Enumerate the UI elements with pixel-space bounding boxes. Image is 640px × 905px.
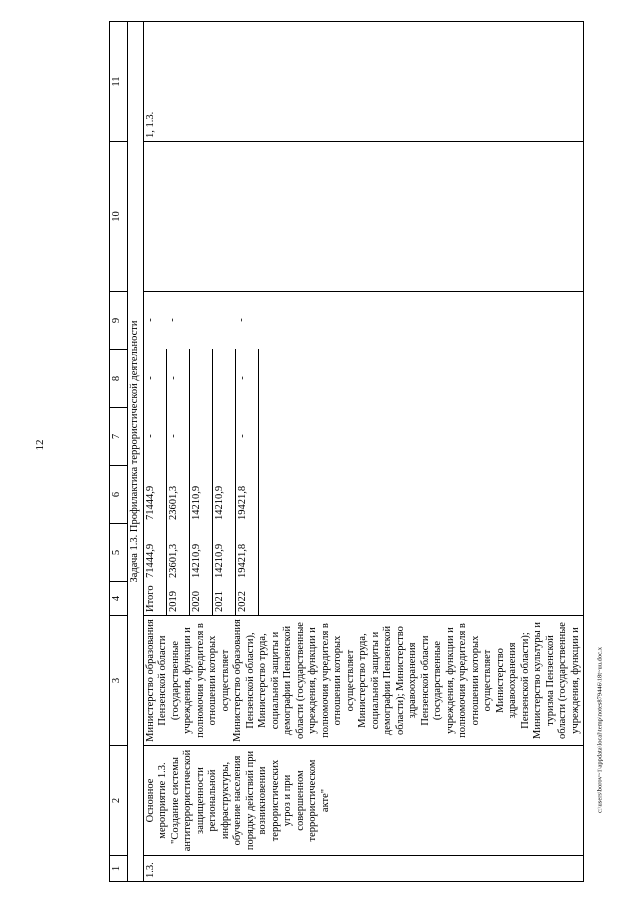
col-header: 2	[110, 746, 128, 856]
task-title: Задача 1.3. Профилактика террористической деятельности	[128, 22, 144, 882]
row-number: 1.3.	[143, 856, 584, 882]
other-cell: -	[144, 318, 156, 322]
col-header: 1	[110, 856, 128, 882]
col-header: 11	[110, 22, 128, 142]
year-cell: 2020	[189, 581, 212, 615]
local-cell	[212, 349, 235, 407]
other-cell	[212, 291, 235, 349]
federal-cell: -	[235, 407, 258, 465]
task-row	[128, 22, 144, 882]
program-table	[109, 21, 584, 882]
total-cell: 14210,9	[212, 523, 235, 581]
other-cell	[189, 291, 212, 349]
year-row-2021	[212, 291, 235, 615]
column-number-row	[110, 22, 128, 882]
page-number: 12	[34, 439, 46, 451]
col-header: 10	[110, 142, 128, 292]
federal-cell: -	[144, 407, 167, 465]
year-cell: Итого	[144, 581, 167, 615]
measure-name: Основное мероприятие 1.3. "Создание системы антитеррористической защищенности региональной инфраструктуры, обучение населения порядку действий при возникновении террористических угроз и при совершенном террористическом акте"	[143, 746, 584, 856]
federal-cell	[189, 407, 212, 465]
local-cell: -	[166, 349, 189, 407]
total-cell: 19421,8	[235, 523, 258, 581]
year-row-total	[144, 291, 167, 615]
footer-file-path: c:\users\borov~1\appdata\local\temp\notes879446\18t~uu.doc.x	[596, 647, 604, 813]
col-header: 6	[110, 466, 128, 524]
year-row-2020	[189, 291, 212, 615]
year-cell: 2022	[235, 581, 258, 615]
col10-cell	[143, 142, 584, 292]
year-row-2019	[166, 291, 189, 615]
federal-cell: -	[166, 407, 189, 465]
other-cell: -	[236, 318, 247, 322]
year-row-2022	[235, 291, 258, 615]
total-cell: 23601,3	[166, 523, 189, 581]
other-cell: -	[167, 318, 178, 322]
table-row	[143, 22, 584, 882]
col-header: 3	[110, 616, 128, 746]
col-header: 9	[110, 292, 128, 350]
rotated-table-container	[109, 22, 582, 882]
col-header: 8	[110, 350, 128, 408]
year-cell: 2021	[212, 581, 235, 615]
col-header: 5	[110, 524, 128, 582]
executor-text: Министерство образования Пензенской области (государственные учреждения, функции и полномочия учредителя в отношении которых осуществляет Министерство образования Пензенской области), Министерство труда, социальной защиты и демографии Пензенской области (государственные учреждения, функции и полномочия учредителя в отношении которых осуществляет Министерство труда, социальной защиты и демографии Пензенской области); Министерство здравоохранения Пензенской области (государственные учреждения, функции и полномочия учредителя в отношении которых осуществляет Министерство здравоохранения Пензенской области); Министерство культуры и туризма Пензенской области (государственные учреждения, функции и	[143, 616, 584, 746]
local-cell: -	[235, 349, 258, 407]
col-header: 7	[110, 408, 128, 466]
year-cell: 2019	[166, 581, 189, 615]
years-block	[143, 292, 584, 616]
regional-cell: 14210,9	[212, 465, 235, 523]
total-cell: 14210,9	[189, 523, 212, 581]
local-cell: -	[144, 349, 167, 407]
regional-cell: 19421,8	[235, 465, 258, 523]
total-cell: 71444,9	[144, 523, 167, 581]
regional-cell: 71444,9	[144, 465, 167, 523]
federal-cell	[212, 407, 235, 465]
col-header: 4	[110, 582, 128, 616]
regional-cell: 23601,3	[166, 465, 189, 523]
col11-cell: 1, 1.3.	[143, 22, 584, 142]
regional-cell: 14210,9	[189, 465, 212, 523]
local-cell	[189, 349, 212, 407]
